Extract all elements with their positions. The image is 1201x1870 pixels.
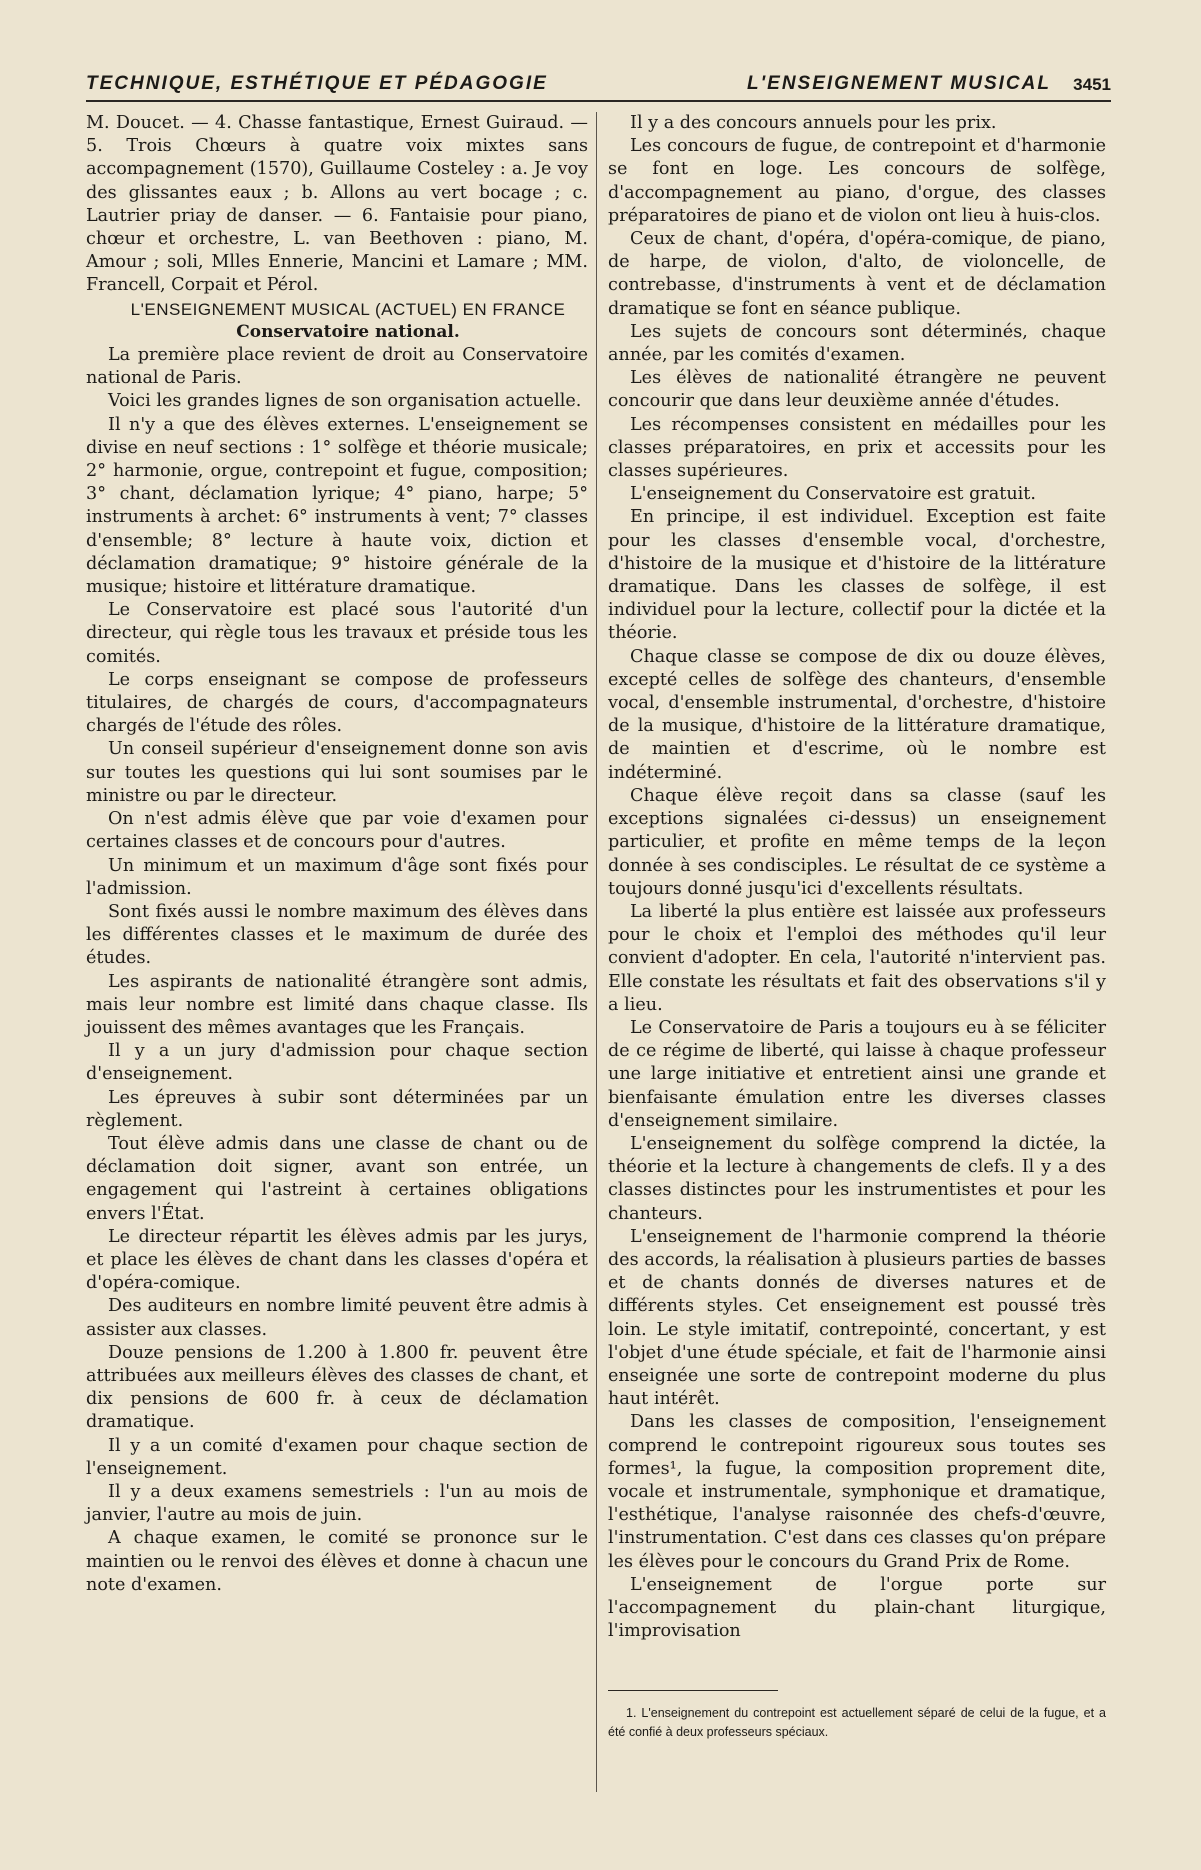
paragraph: Les épreuves à subir sont déterminées par un règlement. bbox=[86, 1087, 588, 1131]
paragraph: Douze pensions de 1.200 à 1.800 fr. peuvent être attribuées aux meilleurs élèves des classes de chant, et dix pensions de 600 fr. à ceux de déclamation dramatique. bbox=[86, 1342, 588, 1433]
paragraph: Il n'y a que des élèves externes. L'enseignement se divise en neuf sections : 1° solfège et théorie musicale; 2° harmonie, orgue, contrepoint et fugue, composition; 3° chant, déclamation lyrique; 4° piano, harpe; 5° instruments à archet: 6° instruments à vent; 7° classes d'ensemble; 8° lecture à haute voix, diction et déclamation dramatique; 9° histoire générale de la musique; histoire et littérature dramatique. bbox=[86, 414, 588, 598]
paragraph: Les élèves de nationalité étrangère ne peuvent concourir que dans leur deuxième année d'études. bbox=[608, 368, 1106, 412]
paragraph: Le corps enseignant se compose de professeurs titulaires, de chargés de cours, d'accompagnateurs chargés de l'étude des rôles. bbox=[86, 669, 588, 737]
paragraph: Les aspirants de nationalité étrangère sont admis, mais leur nombre est limité dans chaque classe. Ils jouissent des mêmes avantages que les Français. bbox=[86, 971, 588, 1038]
running-header bbox=[86, 73, 1111, 99]
header-right-title: L'ENSEIGNEMENT MUSICAL bbox=[747, 73, 1051, 94]
section-title: L'ENSEIGNEMENT MUSICAL (ACTUEL) EN FRANCE bbox=[130, 299, 566, 319]
paragraph: Le Conservatoire de Paris a toujours eu à se féliciter de ce régime de liberté, qui laisse à chaque professeur une large initiative et entretient ainsi une grande et bienfaisante émulation entre les diverses classes d'enseignement similaire. bbox=[608, 1017, 1106, 1131]
paragraph: Dans les classes de composition, l'enseignement comprend le contrepoint rigoureux sous toutes ses formes¹, la fugue, la composition proprement dite, vocale et instrumentale, symphonique et dramatique, l'esthétique, l'analyse raisonnée des chefs-d'œuvre, l'instrumentation. C'est dans ces classes qu'on prépare les élèves pour le concours du Grand Prix de Rome. bbox=[608, 1412, 1106, 1572]
paragraph: L'enseignement du Conservatoire est gratuit. bbox=[630, 484, 1036, 505]
paragraph: Sont fixés aussi le nombre maximum des élèves dans les différentes classes et le maximum de durée des études. bbox=[86, 901, 588, 969]
paragraph: Voici les grandes lignes de son organisation actuelle. bbox=[108, 391, 582, 412]
paragraph: Les récompenses consistent en médailles pour les classes préparatoires, en prix et accessits pour les classes supérieures. bbox=[608, 414, 1106, 482]
header-rule bbox=[86, 100, 1111, 102]
paragraph: Il y a un comité d'examen pour chaque section de l'enseignement. bbox=[86, 1435, 588, 1479]
column-divider bbox=[596, 112, 597, 1792]
paragraph: En principe, il est individuel. Exception est faite pour les classes d'ensemble vocal, d'orchestre, d'histoire de la musique et d'histoire de la littérature dramatique. Dans les classes de solfège, il est individuel pour la lecture, collectif pour la dictée et la théorie. bbox=[608, 507, 1106, 644]
left-column bbox=[86, 112, 588, 1597]
footnote-text: 1. L'enseignement du contrepoint est actuellement séparé de celui de la fugue, et a été confié à deux professeurs spéciaux. bbox=[608, 1706, 1106, 1739]
paragraph: Des auditeurs en nombre limité peuvent être admis à assister aux classes. bbox=[86, 1296, 588, 1340]
paragraph: Il y a des concours annuels pour les prix. bbox=[630, 113, 997, 133]
paragraph: Le Conservatoire est placé sous l'autorité d'un directeur, qui règle tous les travaux et préside tous les comités. bbox=[86, 600, 588, 667]
paragraph: Les sujets de concours sont déterminés, chaque année, par les comités d'examen. bbox=[608, 321, 1106, 366]
paragraph: L'enseignement de l'orgue porte sur l'accompagnement du plain-chant liturgique, l'improvisation bbox=[608, 1574, 1106, 1642]
paragraph: Les concours de fugue, de contrepoint et d'harmonie se font en loge. Les concours de solfège, d'accompagnement au piano, d'orgue, des classes préparatoires de piano et de violon ont lieu à huis-clos. bbox=[608, 136, 1106, 226]
paragraph: Il y a deux examens semestriels : l'un au mois de janvier, l'autre au mois de juin. bbox=[86, 1481, 588, 1526]
paragraph: Il y a un jury d'admission pour chaque section d'enseignement. bbox=[86, 1041, 588, 1085]
paragraph: La première place revient de droit au Conservatoire national de Paris. bbox=[86, 345, 588, 389]
footnote bbox=[608, 1704, 1106, 1742]
paragraph: Chaque classe se compose de dix ou douze élèves, excepté celles de solfège des chanteurs, d'ensemble vocal, d'ensemble instrumental, d'orchestre, d'histoire de la musique, d'histoire de la littérature dramatique, de maintien et d'escrime, où le nombre est indéterminé. bbox=[608, 646, 1106, 783]
concert-program: M. Doucet. — 4. Chasse fantastique, Ernest Guiraud. — 5. Trois Chœurs à quatre voix mixtes sans accompagnement (1570), Guillaume Costeley : a. Je voy des glissantes eaux ; b. Allons au vert bocage ; c. Lautrier priay de danser. — 6. Fantaisie pour piano, chœur et orchestre, L. van Beethoven : piano, M. Amour ; soli, Mlles Ennerie, Mancini et Lamare ; MM. Francell, Corpait et Pérol. bbox=[86, 113, 588, 296]
subsection-title: Conservatoire national. bbox=[236, 321, 460, 342]
paragraph: L'enseignement de l'harmonie comprend la théorie des accords, la réalisation à plusieurs parties de basses et de chants donnés de diverses natures et de différents styles. Cet enseignement est poussé très loin. Le style imitatif, contrepointé, concertant, y est l'objet d'une étude spéciale, et fait de l'harmonie ainsi enseignée une sorte de contrepoint moderne du plus haut intérêt. bbox=[608, 1226, 1106, 1410]
paragraph: A chaque examen, le comité se prononce sur le maintien ou le renvoi des élèves et donne à chacun une note d'examen. bbox=[86, 1528, 588, 1595]
paragraph: Tout élève admis dans une classe de chant ou de déclamation doit signer, avant son entrée, un engagement qui l'astreint à certaines obligations envers l'État. bbox=[86, 1133, 588, 1224]
paragraph: L'enseignement du solfège comprend la dictée, la théorie et la lecture à changements de clefs. Il y a des classes distinctes pour les instrumentistes et pour les chanteurs. bbox=[608, 1133, 1106, 1224]
paragraph: La liberté la plus entière est laissée aux professeurs pour le choix et l'emploi des méthodes qu'il leur convient d'adopter. En cela, l'autorité n'intervient pas. Elle constate les résultats et fait des observations s'il y a lieu. bbox=[608, 901, 1106, 1015]
paragraph: Le directeur répartit les élèves admis par les jurys, et place les élèves de chant dans les classes d'opéra et d'opéra-comique. bbox=[86, 1226, 588, 1294]
paragraph: Ceux de chant, d'opéra, d'opéra-comique, de piano, de harpe, de violon, d'alto, de violoncelle, de contrebasse, d'instruments à vent et de déclamation dramatique se font en séance publique. bbox=[608, 229, 1106, 319]
footnote-rule bbox=[608, 1690, 778, 1691]
paragraph: Chaque élève reçoit dans sa classe (sauf les exceptions signalées ci-dessus) un enseignement particulier, et profite en même temps de la leçon donnée à ses condisciples. Le résultat de ce système a toujours donné jusqu'ici d'excellents résultats. bbox=[608, 785, 1106, 899]
right-column bbox=[608, 112, 1106, 1643]
paragraph: Un minimum et un maximum d'âge sont fixés pour l'admission. bbox=[86, 855, 588, 899]
paragraph: Un conseil supérieur d'enseignement donne son avis sur toutes les questions qui lui sont soumises par le ministre ou par le directeur. bbox=[86, 739, 588, 806]
page-number: 3451 bbox=[1073, 75, 1111, 94]
paragraph: On n'est admis élève que par voie d'examen pour certaines classes et de concours pour d'autres. bbox=[86, 809, 588, 853]
header-left-title: TECHNIQUE, ESTHÉTIQUE ET PÉDAGOGIE bbox=[86, 73, 548, 94]
